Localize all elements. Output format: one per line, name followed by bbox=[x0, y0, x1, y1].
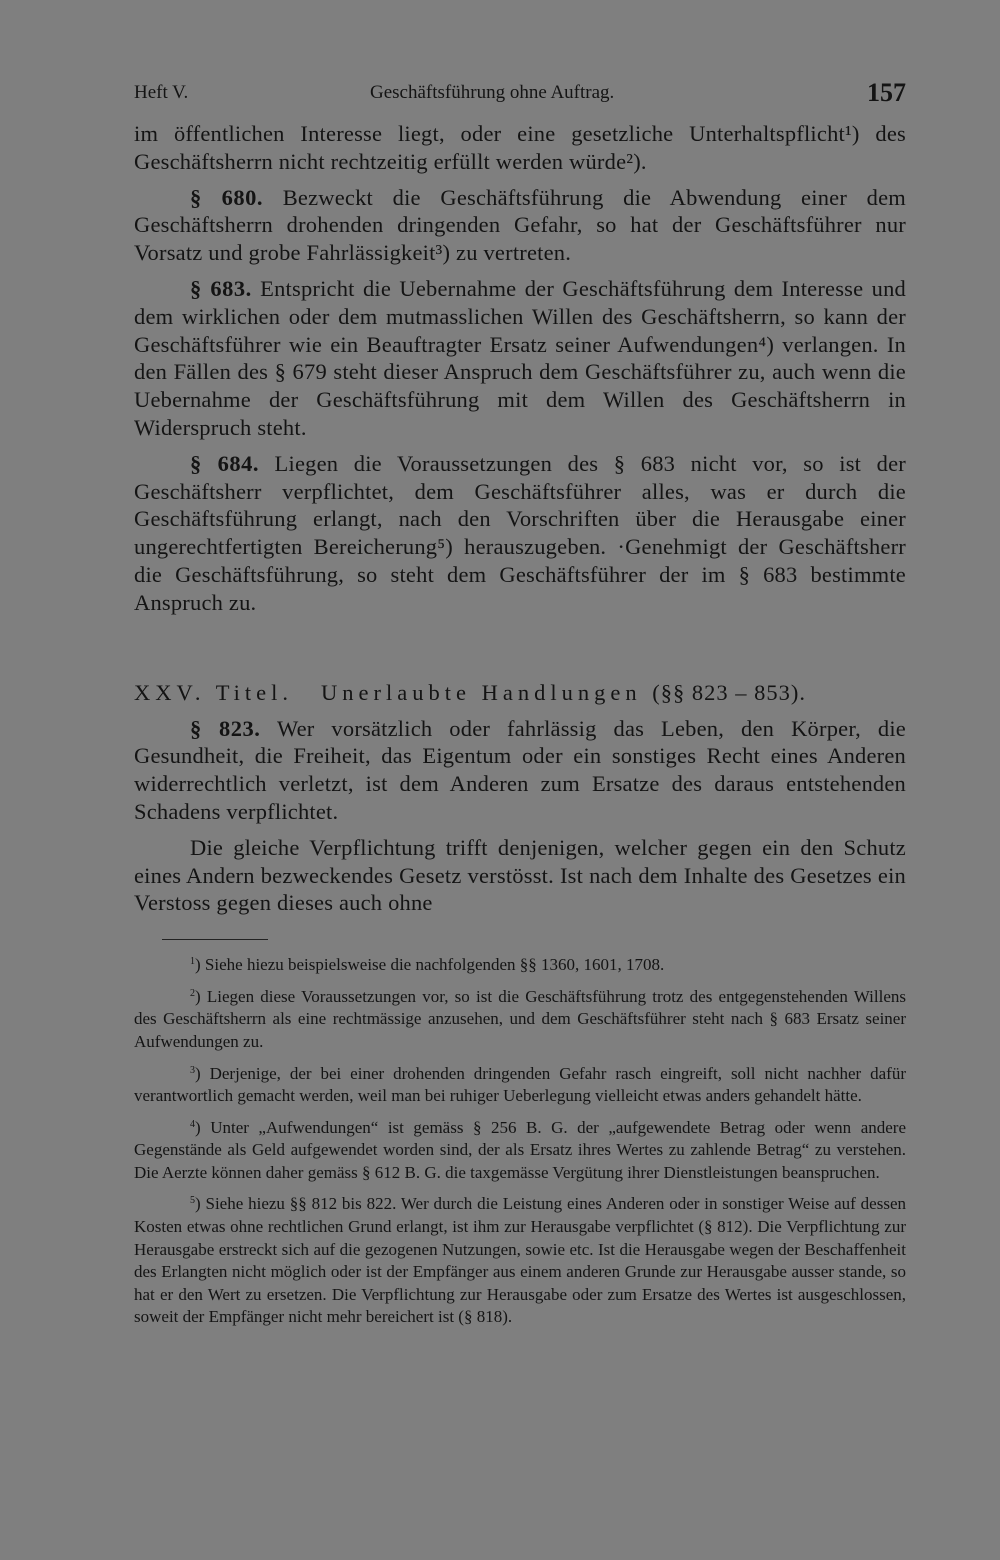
footnote-mark: 1 bbox=[190, 956, 195, 968]
paragraph-text: Liegen die Voraussetzungen des § 683 nicht vor, so ist der Geschäftsherr verpflichtet, dem Geschäftsführer alles, was er durch die Geschäftsführung erlangt, nach den Vorschriften über die Herausgabe einer ungerechtfertigten Bereicherung⁵) herauszugeben. ·Genehmigt der Geschäftsherr die Geschäftsführung, so steht dem Geschäftsführer der im § 683 bestimmte Anspruch zu. bbox=[134, 450, 906, 615]
paragraph-text: Wer vorsätzlich oder fahrlässig das Leben, den Körper, die Gesundheit, die Freiheit, das Eigentum oder ein sonstiges Recht eines Anderen widerrechtlich verletzt, ist dem Anderen zum Ersatze des daraus entstehenden Schadens verpflichtet. bbox=[134, 715, 906, 824]
paragraph-number: § 683. bbox=[190, 275, 252, 301]
paragraph-text: Bezweckt die Geschäftsführung die Abwendung einer dem Geschäftsherrn drohenden dringenden Gefahr, so hat der Geschäftsführer nur Vorsatz und grobe Fahrlässigkeit³) zu vertreten. bbox=[134, 184, 906, 266]
footnote: $^5$) Siehe hiezu §§ 812 bis 822. Wer durch die Leistung eines Anderen oder in sonstiger Weise auf dessen Kosten etwas ohne rechtlichen Grund erlangt, ist ihm zur Herausgabe verpflichtet (§ 812). Die Verpflichtung zur Herausgabe erstreckt sich auf die gezogenen Nutzungen, sowie etc. Ist die Herausgabe wegen der Beschaffenheit des Erlangten nicht möglich oder ist der Empfänger aus einem anderen Grunde zur Herausgabe ausser stande, so hat er den Wert zu ersetzen. Die Verpflichtung zur Herausgabe oder zum Ersatze des Wertes ist ausgeschlossen, soweit der Empfänger nicht mehr bereichert ist (§ 818). bbox=[134, 1194, 906, 1327]
footnote-mark: 2 bbox=[190, 987, 195, 999]
paragraph-683 bbox=[134, 275, 906, 442]
section-title: Unerlaubte Handlungen bbox=[321, 679, 642, 705]
footnote: $^2$) Liegen diese Voraussetzungen vor, so ist die Geschäftsführung trotz des entgegenstehenden Willens des Geschäftsherrn als eine rechtmässige anzusehen, und dem Geschäftsführer steht nach § 683 Ersatz seiner Aufwendungen zu. bbox=[134, 986, 906, 1051]
footnote-text: Siehe hiezu §§ 812 bis 822. Wer durch die Leistung eines Anderen oder in sonstiger Weise auf dessen Kosten etwas ohne rechtlichen Grund erlangt, ist ihm zur Herausgabe verpflichtet (§ 812). Die Verpflichtung zur Herausgabe erstreckt sich auf die gezogenen Nutzungen, sowie etc. Ist die Herausgabe wegen der Beschaffenheit des Erlangten nicht möglich oder ist der Empfänger aus einem anderen Grunde zur Herausgabe ausser stande, so hat er den Wert zu ersetzen. Die Verpflichtung zur Herausgabe oder zum Ersatze des Wertes ist ausgeschlossen, soweit der Empfänger nicht mehr bereichert ist (§ 818). bbox=[134, 1194, 906, 1327]
page-number: 157 bbox=[867, 78, 906, 107]
book-page bbox=[134, 78, 906, 1329]
paragraph-number: § 680. bbox=[190, 184, 264, 210]
footnote-text: Derjenige, der bei einer drohenden dringenden Gefahr rasch eingreift, soll nicht nachher dafür verantwortlich gemacht werden, weil man bei ruhiger Ueberlegung vielleicht etwas anders gehandelt hätte. bbox=[134, 1063, 906, 1106]
footnote-text: Liegen diese Voraussetzungen vor, so ist die Geschäftsführung trotz des entgegenstehenden Willens des Geschäftsherrn als eine rechtmässige anzusehen, und dem Geschäftsführer steht nach § 683 Ersatz seiner Aufwendungen zu. bbox=[134, 986, 906, 1051]
paragraph-text: Entspricht die Uebernahme der Geschäftsführung dem Interesse und dem wirklichen oder dem mutmasslichen Willen des Geschäftsherrn, so kann der Geschäftsführer wie ein Beauftragter Ersatz seiner Aufwendungen⁴) verlangen. In den Fällen des § 679 steht dieser Anspruch dem Geschäftsführer zu, auch wenn die Uebernahme der Geschäftsführung mit dem Willen des Geschäftsherrn in Widerspruch steht. bbox=[134, 275, 907, 440]
footnote-divider bbox=[162, 939, 268, 940]
footnote: $^1$) Siehe hiezu beispielsweise die nachfolgenden §§ 1360, 1601, 1708. bbox=[190, 955, 665, 975]
main-text bbox=[134, 120, 906, 917]
footnote: $^3$) Derjenige, der bei einer drohenden dringenden Gefahr rasch eingreift, soll nicht nachher dafür verantwortlich gemacht werden, weil man bei ruhiger Ueberlegung vielleicht etwas anders gehandelt hätte. bbox=[134, 1063, 906, 1106]
footnote-text: Siehe hiezu beispielsweise die nachfolgenden §§ 1360, 1601, 1708. bbox=[204, 955, 665, 975]
footnote-mark: 3 bbox=[190, 1064, 195, 1076]
footnote-mark: 4 bbox=[190, 1118, 195, 1130]
paragraph-823 bbox=[134, 715, 906, 826]
footnotes bbox=[134, 954, 906, 1329]
section-range: (§§ 823 – 853). bbox=[652, 679, 806, 705]
section-label: Titel. bbox=[215, 679, 294, 705]
paragraph-number: § 684. bbox=[190, 450, 259, 476]
running-head bbox=[134, 78, 906, 118]
section-number: XXV. bbox=[134, 679, 206, 705]
footnote: $^4$) Unter „Aufwendungen“ ist gemäss § 256 B. G. der „aufgewendete Betrag oder wenn andere Gegenstände als Geld aufgewendet worden sind, der als Ersatz ihres Wertes zu zahlende Betrag“ zu verstehen. Die Aerzte können daher gemäss § 612 B. G. die taxgemässe Vergütung ihrer Dienstleistungen beanspruchen. bbox=[134, 1117, 906, 1182]
running-title: Geschäftsführung ohne Auftrag. bbox=[370, 82, 615, 103]
paragraph-number: § 823. bbox=[190, 715, 261, 741]
footnote-text: Unter „Aufwendungen“ ist gemäss § 256 B. G. der „aufgewendete Betrag oder wenn andere Gegenstände als Geld aufgewendet worden sind, der als Ersatz ihres Wertes zu zahlende Betrag“ zu verstehen. Die Aerzte können daher gemäss § 612 B. G. die taxgemässe Vergütung ihrer Dienstleistungen beanspruchen. bbox=[134, 1117, 906, 1182]
footnote-mark: 5 bbox=[190, 1195, 195, 1207]
continued-paragraph: im öffentlichen Interesse liegt, oder eine gesetzliche Unterhaltspflicht¹) des Geschäftsherrn nicht rechtzeitig erfüllt werden würde²). bbox=[134, 121, 906, 174]
paragraph-684 bbox=[134, 450, 906, 617]
paragraph-680 bbox=[134, 184, 906, 267]
issue-label: Heft V. bbox=[134, 82, 189, 103]
section-heading bbox=[134, 679, 906, 707]
paragraph-823-continued: Die gleiche Verpflichtung trifft denjenigen, welcher gegen ein den Schutz eines Andern bezweckendes Gesetz verstösst. Ist nach dem Inhalte des Gesetzes ein Verstoss gegen dieses auch ohne bbox=[134, 834, 906, 916]
